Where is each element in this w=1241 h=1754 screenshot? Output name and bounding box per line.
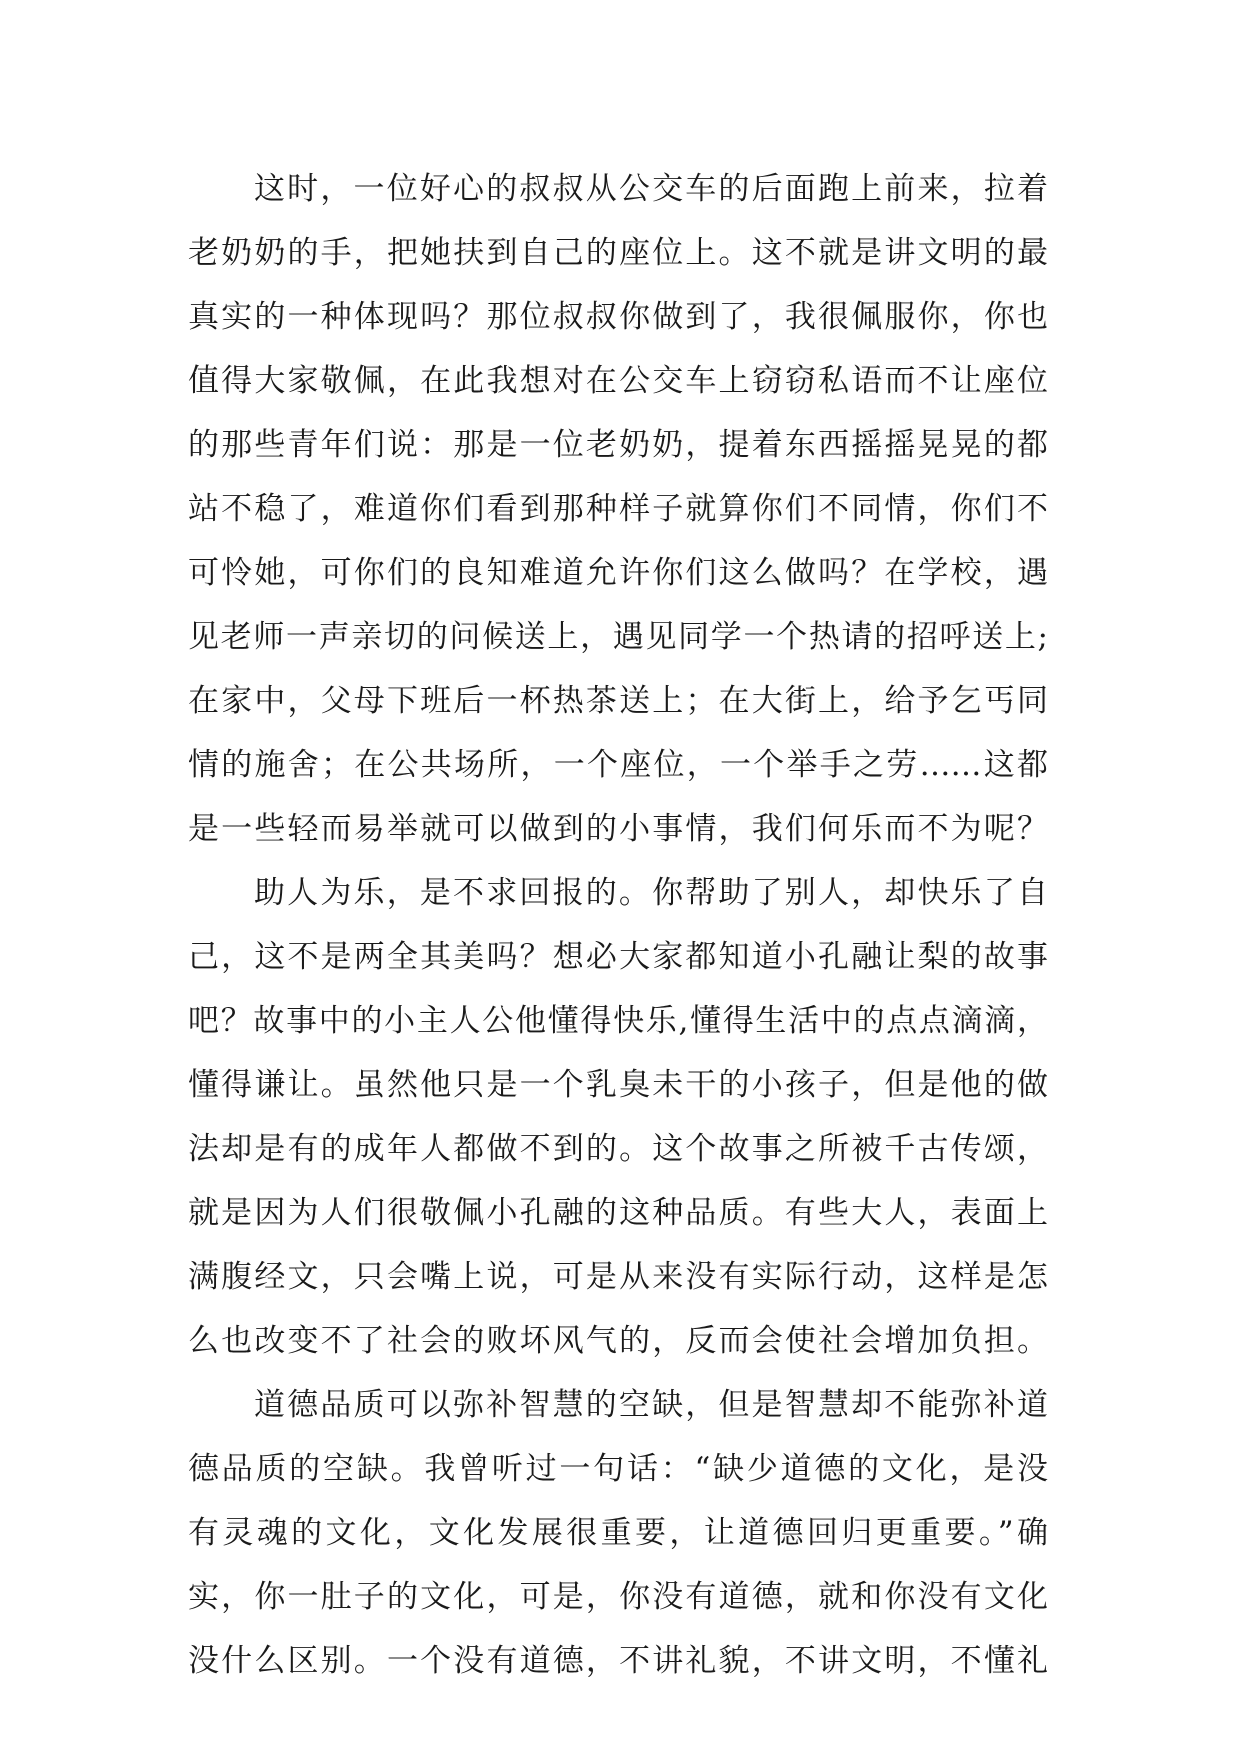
text-line: 实，你一肚子的文化，可是，你没有道德，就和你没有文化 [188,1579,1048,1615]
text-line: 站不稳了，难道你们看到那种样子就算你们不同情，你们不 [188,491,1048,527]
text-line: 有灵魂的文化，文化发展很重要，让道德回归更重要。”确 [188,1515,1048,1551]
text-line: 懂得谦让。虽然他只是一个乳臭未干的小孩子，但是他的做 [188,1067,1048,1103]
text-line: 在家中，父母下班后一杯热茶送上；在大街上，给予乞丐同 [188,683,1048,719]
text-line: 吧？故事中的小主人公他懂得快乐,懂得生活中的点点滴滴， [188,1003,1048,1039]
text-line: 这时，一位好心的叔叔从公交车的后面跑上前来，拉着 [254,171,1048,207]
text-line: 是一些轻而易举就可以做到的小事情，我们何乐而不为呢？ [188,811,1048,847]
text-line: 满腹经文，只会嘴上说，可是从来没有实际行动，这样是怎 [188,1259,1048,1295]
text-line: 助人为乐，是不求回报的。你帮助了别人，却快乐了自 [254,875,1048,911]
text-line: 值得大家敬佩，在此我想对在公交车上窃窃私语而不让座位 [188,363,1048,399]
text-line: 情的施舍；在公共场所，一个座位，一个举手之劳……这都 [188,747,1048,783]
text-line: 的那些青年们说：那是一位老奶奶，提着东西摇摇晃晃的都 [188,427,1048,463]
text-line: 么也改变不了社会的败坏风气的，反而会使社会增加负担。 [188,1323,1048,1359]
text-line: 真实的一种体现吗？那位叔叔你做到了，我很佩服你，你也 [188,299,1048,335]
text-line: 己，这不是两全其美吗？想必大家都知道小孔融让梨的故事 [188,939,1048,975]
body-text [188,157,1048,1693]
text-line: 见老师一声亲切的问候送上，遇见同学一个热请的招呼送上; [188,619,1048,655]
text-line: 老奶奶的手，把她扶到自己的座位上。这不就是讲文明的最 [188,235,1048,271]
text-line: 没什么区别。一个没有道德，不讲礼貌，不讲文明，不懂礼 [188,1643,1048,1679]
text-line: 道德品质可以弥补智慧的空缺，但是智慧却不能弥补道 [254,1387,1048,1423]
text-line: 法却是有的成年人都做不到的。这个故事之所被千古传颂， [188,1131,1048,1167]
text-line: 可怜她，可你们的良知难道允许你们这么做吗？在学校，遇 [188,555,1048,591]
text-line: 就是因为人们很敬佩小孔融的这种品质。有些大人，表面上 [188,1195,1048,1231]
text-line: 德品质的空缺。我曾听过一句话：“缺少道德的文化，是没 [188,1451,1048,1487]
